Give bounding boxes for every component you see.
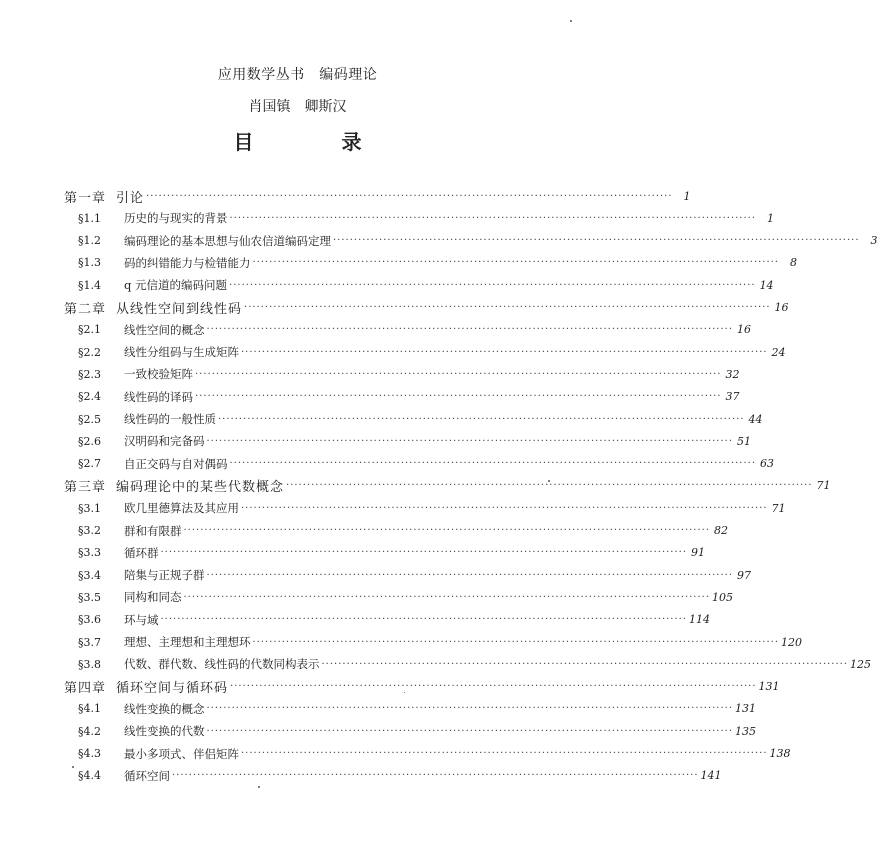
toc-chapter-entry xyxy=(64,298,789,318)
toc-entry-number: §4.2 xyxy=(78,724,101,738)
toc-entry-page: 131 xyxy=(735,702,757,716)
toc-entry-title: 线性变换的代数 xyxy=(124,724,205,739)
toc-entry-page: 138 xyxy=(769,747,791,760)
toc-leader-dots xyxy=(230,213,757,224)
toc-entry-page: 105 xyxy=(712,590,734,604)
toc-leader-dots xyxy=(161,547,688,558)
toc-leader-dots xyxy=(322,659,849,670)
toc-entry-title: 线性空间的概念 xyxy=(124,322,205,337)
toc-entry-title: 编码理论的基本思想与仙农信道编码定理 xyxy=(124,233,331,248)
toc-leader-dots xyxy=(207,726,734,737)
toc-entry-page: 120 xyxy=(781,635,803,649)
toc-section-entry xyxy=(64,699,757,719)
toc-leader-dots xyxy=(207,436,734,447)
toc-chapter-entry xyxy=(64,677,780,697)
toc-entry-page: 44 xyxy=(748,412,763,426)
toc-entry-number: §3.8 xyxy=(78,657,101,671)
toc-leader-dots xyxy=(333,235,860,246)
toc-entry-number: §4.1 xyxy=(78,702,101,716)
toc-section-entry xyxy=(64,275,774,295)
toc-section-entry xyxy=(64,632,803,652)
authors: 肖国镇 卿斯汉 xyxy=(248,99,347,115)
toc-heading: 目 录 xyxy=(233,130,396,154)
toc-entry-title: 线性码的一般性质 xyxy=(124,412,216,426)
toc-entry-number: §3.2 xyxy=(78,524,101,537)
toc-entry-page: 71 xyxy=(771,501,786,515)
toc-section-entry xyxy=(64,231,878,251)
toc-leader-dots xyxy=(244,302,771,313)
scan-speck xyxy=(258,786,260,788)
toc-leader-dots xyxy=(172,770,699,781)
toc-leader-dots xyxy=(184,525,711,536)
toc-section-entry xyxy=(64,208,775,228)
toc-section-entry xyxy=(64,721,757,741)
toc-entry-title: 线性分组码与生成矩阵 xyxy=(124,345,239,360)
toc-entry-page: 114 xyxy=(689,613,711,627)
toc-entry-title: 线性变换的概念 xyxy=(124,701,205,716)
toc-entry-page: 51 xyxy=(737,434,752,448)
toc-entry-title: 汉明码和完备码 xyxy=(124,434,205,449)
toc-entry-page: 8 xyxy=(790,256,798,270)
toc-entry-title: 环与域 xyxy=(124,612,159,627)
toc-entry-page: 16 xyxy=(737,323,752,337)
toc-entry-page: 141 xyxy=(700,769,722,783)
toc-entry-number: 第二章 xyxy=(64,302,107,317)
toc-entry-title: 群和有限群 xyxy=(124,523,182,538)
toc-leader-dots xyxy=(146,191,673,202)
toc-leader-dots xyxy=(253,637,780,648)
toc-entry-number: §1.2 xyxy=(78,234,101,248)
toc-section-entry xyxy=(64,387,740,407)
toc-entry-page: 32 xyxy=(725,367,740,381)
toc-entry-title: 引论 xyxy=(116,190,145,206)
toc-leader-dots xyxy=(207,703,734,714)
toc-section-entry xyxy=(64,253,798,273)
scan-speck xyxy=(570,20,572,22)
scan-speck xyxy=(404,692,405,693)
toc-section-entry xyxy=(64,610,711,630)
toc-entry-page: 1 xyxy=(683,189,691,203)
toc-section-entry xyxy=(64,342,786,362)
toc-entry-number: §2.5 xyxy=(78,412,101,426)
toc-entry-number: §1.4 xyxy=(78,278,101,292)
toc-entry-title: 欧几里德算法及其应用 xyxy=(124,501,239,516)
toc-entry-number: §2.2 xyxy=(78,345,101,359)
toc-entry-page: 135 xyxy=(735,724,757,738)
toc-entry-number: §2.3 xyxy=(78,367,101,381)
toc-section-entry xyxy=(64,320,752,340)
toc-leader-dots xyxy=(286,480,813,491)
toc-entry-number: 第一章 xyxy=(64,190,107,206)
toc-entry-page: 16 xyxy=(774,301,789,314)
toc-leader-dots xyxy=(253,257,780,268)
toc-entry-title: 编码理论中的某些代数概念 xyxy=(116,480,285,496)
toc-entry-title: 码的纠错能力与检错能力 xyxy=(124,255,251,270)
toc-entry-title: 最小多项式、伴侣矩阵 xyxy=(124,746,239,761)
toc-leader-dots xyxy=(241,347,768,358)
toc-entry-title: 理想、主理想和主理想环 xyxy=(124,635,251,649)
toc-section-entry xyxy=(64,521,729,541)
toc-leader-dots xyxy=(195,391,722,402)
toc-entry-page: 3 xyxy=(870,234,878,248)
scan-speck xyxy=(548,480,550,482)
toc-entry-number: §3.4 xyxy=(78,568,101,582)
toc-entry-title: 循环空间 xyxy=(124,768,170,783)
toc-leader-dots xyxy=(207,324,734,335)
toc-entry-title: 陪集与正规子群 xyxy=(124,568,205,583)
toc-entry-page: 131 xyxy=(758,680,780,694)
toc-leader-dots xyxy=(241,503,768,514)
toc-entry-number: §1.1 xyxy=(78,211,101,225)
toc-entry-number: 第四章 xyxy=(64,681,107,697)
toc-section-entry xyxy=(64,744,791,764)
toc-entry-title: 循环空间与循环码 xyxy=(116,681,229,697)
toc-entry-page: 1 xyxy=(767,211,775,225)
toc-entry-title: 从线性空间到线性码 xyxy=(116,302,243,317)
toc-entry-number: §2.6 xyxy=(78,434,101,448)
toc-entry-page: 125 xyxy=(850,657,872,671)
toc-leader-dots xyxy=(230,458,757,469)
toc-entry-number: §2.1 xyxy=(78,323,101,337)
toc-leader-dots xyxy=(195,369,722,380)
toc-entry-number: 第三章 xyxy=(64,480,107,496)
toc-section-entry xyxy=(64,587,734,607)
toc-entry-number: §3.7 xyxy=(78,635,101,649)
toc-leader-dots xyxy=(218,414,745,425)
toc-entry-number: §2.4 xyxy=(78,390,101,404)
toc-leader-dots xyxy=(229,280,756,291)
toc-entry-number: §3.5 xyxy=(78,590,101,604)
toc-entry-title: 一致校验矩阵 xyxy=(124,367,193,382)
toc-entry-page: 24 xyxy=(771,345,786,359)
toc-section-entry xyxy=(64,454,775,474)
toc-section-entry xyxy=(64,498,786,518)
toc-leader-dots xyxy=(184,592,711,603)
toc-entry-title: 循环群 xyxy=(124,545,159,560)
toc-entry-number: §3.3 xyxy=(78,546,101,560)
toc-entry-page: 14 xyxy=(759,278,774,292)
toc-section-entry xyxy=(64,364,740,384)
toc-leader-dots xyxy=(207,570,734,581)
scan-speck xyxy=(72,766,74,768)
toc-leader-dots xyxy=(161,614,688,625)
toc-entry-title: 历史的与现实的背景 xyxy=(124,211,228,226)
toc-entry-title: 代数、群代数、线性码的代数同构表示 xyxy=(124,657,320,672)
toc-entry-number: §4.4 xyxy=(78,769,101,783)
book-series-title: 应用数学丛书 编码理论 xyxy=(217,67,378,83)
toc-chapter-entry xyxy=(64,476,831,496)
toc-section-entry xyxy=(64,409,763,429)
toc-entry-title: q 元信道的编码问题 xyxy=(124,278,228,293)
toc-chapter-entry xyxy=(64,186,691,206)
toc-section-entry xyxy=(64,654,872,674)
toc-entry-title: 同构和同态 xyxy=(124,590,182,605)
toc-leader-dots xyxy=(241,748,768,759)
toc-entry-title: 线性码的译码 xyxy=(124,389,193,404)
toc-entry-number: §3.6 xyxy=(78,613,101,627)
toc-section-entry xyxy=(64,565,752,585)
toc-entry-page: 71 xyxy=(816,479,831,493)
toc-section-entry xyxy=(64,431,752,451)
toc-entry-number: §1.3 xyxy=(78,256,101,270)
toc-entry-page: 91 xyxy=(691,546,706,560)
toc-section-entry xyxy=(64,543,706,563)
toc-section-entry xyxy=(64,766,722,786)
toc-entry-page: 63 xyxy=(760,457,775,471)
toc-leader-dots xyxy=(230,681,757,692)
toc-entry-number: §4.3 xyxy=(78,747,101,760)
toc-entry-number: §2.7 xyxy=(78,457,101,471)
toc-entry-page: 82 xyxy=(714,524,729,537)
toc-entry-page: 97 xyxy=(737,568,752,582)
toc-entry-number: §3.1 xyxy=(78,501,101,515)
toc-entry-title: 自正交码与自对偶码 xyxy=(124,456,228,471)
toc-entry-page: 37 xyxy=(725,390,740,404)
